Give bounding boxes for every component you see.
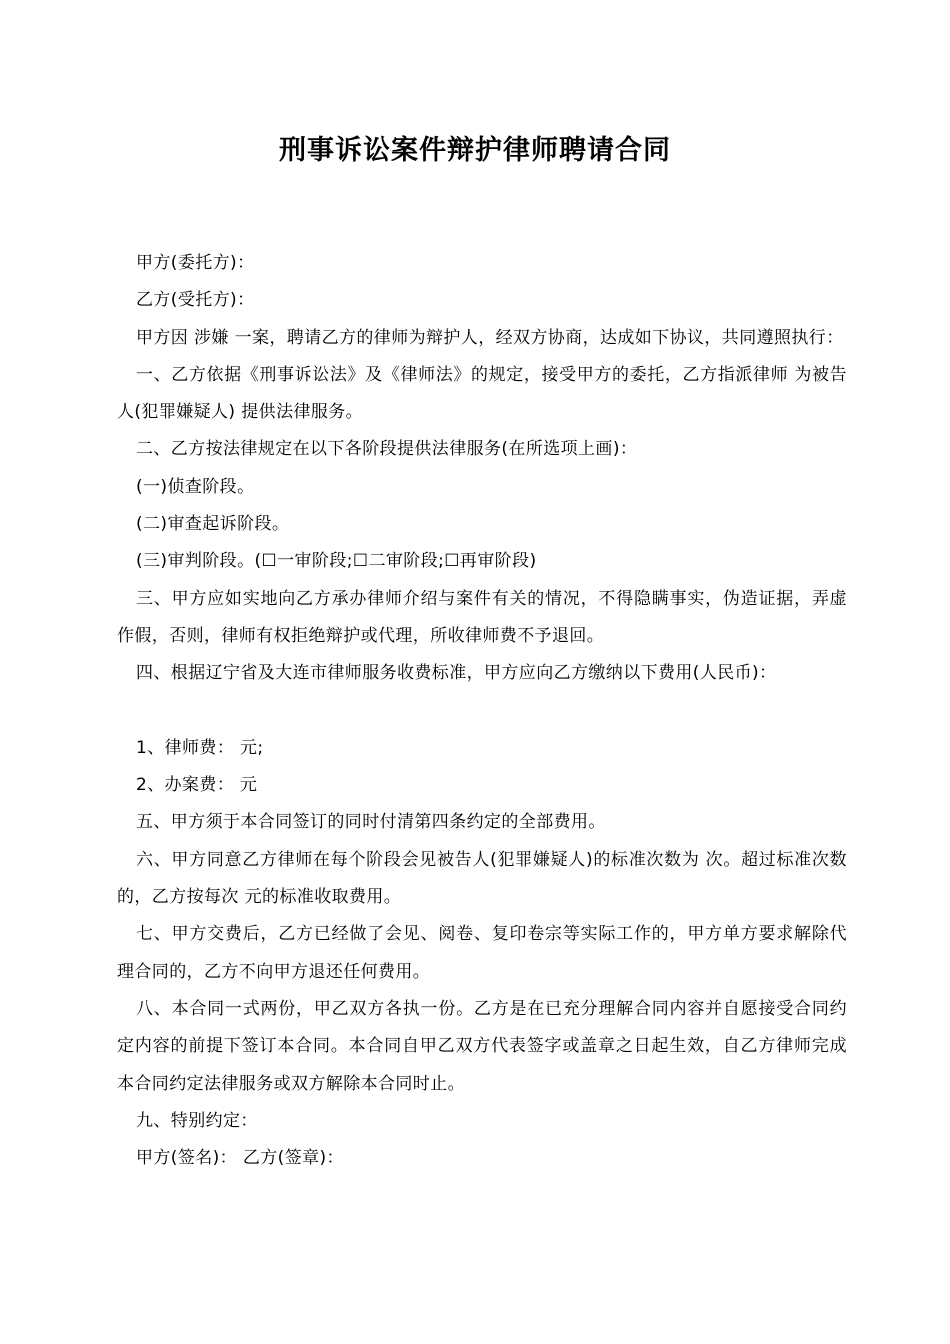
clause-2-item-3: (三)审判阶段。(☐一审阶段;☐二审阶段;☐再审阶段) [136,551,537,572]
clause-9: 九、特别约定： [136,1110,258,1131]
fee-item-lawyer: 1、律师费： 元; [136,737,264,758]
document-body [117,245,847,1177]
document-title: 刑事诉讼案件辩护律师聘请合同 [279,135,671,166]
preamble-paragraph: 甲方因 涉嫌 一案，聘请乙方的律师为辩护人，经双方协商，达成如下协议，共同遵照执行： [136,327,844,348]
clause-2: 二、乙方按法律规定在以下各阶段提供法律服务(在所选项上画)： [136,439,638,460]
clause-2-item-1: (一)侦查阶段。 [136,476,255,497]
clause-3: 三、甲方应如实地向乙方承办律师介绍与案件有关的情况，不得隐瞒事实，伪造证据，弄虚作假，否则，律师有权拒绝辩护或代理，所收律师费不予退回。 [117,588,847,646]
party-a-line: 甲方(委托方)： [136,253,255,273]
clause-7: 七、甲方交费后，乙方已经做了会见、阅卷、复印卷宗等实际工作的，甲方单方要求解除代理合同的，乙方不向甲方退还任何费用。 [117,924,847,982]
clause-5: 五、甲方须于本合同签订的同时付清第四条约定的全部费用。 [136,812,606,833]
clause-8: 八、本合同一式两份，甲乙双方各执一份。乙方是在已充分理解合同内容并自愿接受合同约定内容的前提下签订本合同。本合同自甲乙双方代表签字或盖章之日起生效，自乙方律师完成本合同约定法律服务或双方解除本合同时止。 [117,998,847,1094]
clause-2-item-2: (二)审查起诉阶段。 [136,514,290,535]
blank-line [117,693,847,730]
clause-1: 一、乙方依据《刑事诉讼法》及《律师法》的规定，接受甲方的委托，乙方指派律师 为被告人(犯罪嫌疑人) 提供法律服务。 [117,364,847,423]
clause-6: 六、甲方同意乙方律师在每个阶段会见被告人(犯罪嫌疑人)的标准次数为 次。超过标准次数的，乙方按每次 元的标准收取费用。 [117,849,847,908]
fee-item-case: 2、办案费： 元 [136,775,258,796]
clause-4: 四、根据辽宁省及大连市律师服务收费标准，甲方应向乙方缴纳以下费用(人民币)： [136,663,777,684]
signature-line: 甲方(签名)： 乙方(签章)： [136,1148,344,1169]
party-b-line: 乙方(受托方)： [136,290,255,311]
